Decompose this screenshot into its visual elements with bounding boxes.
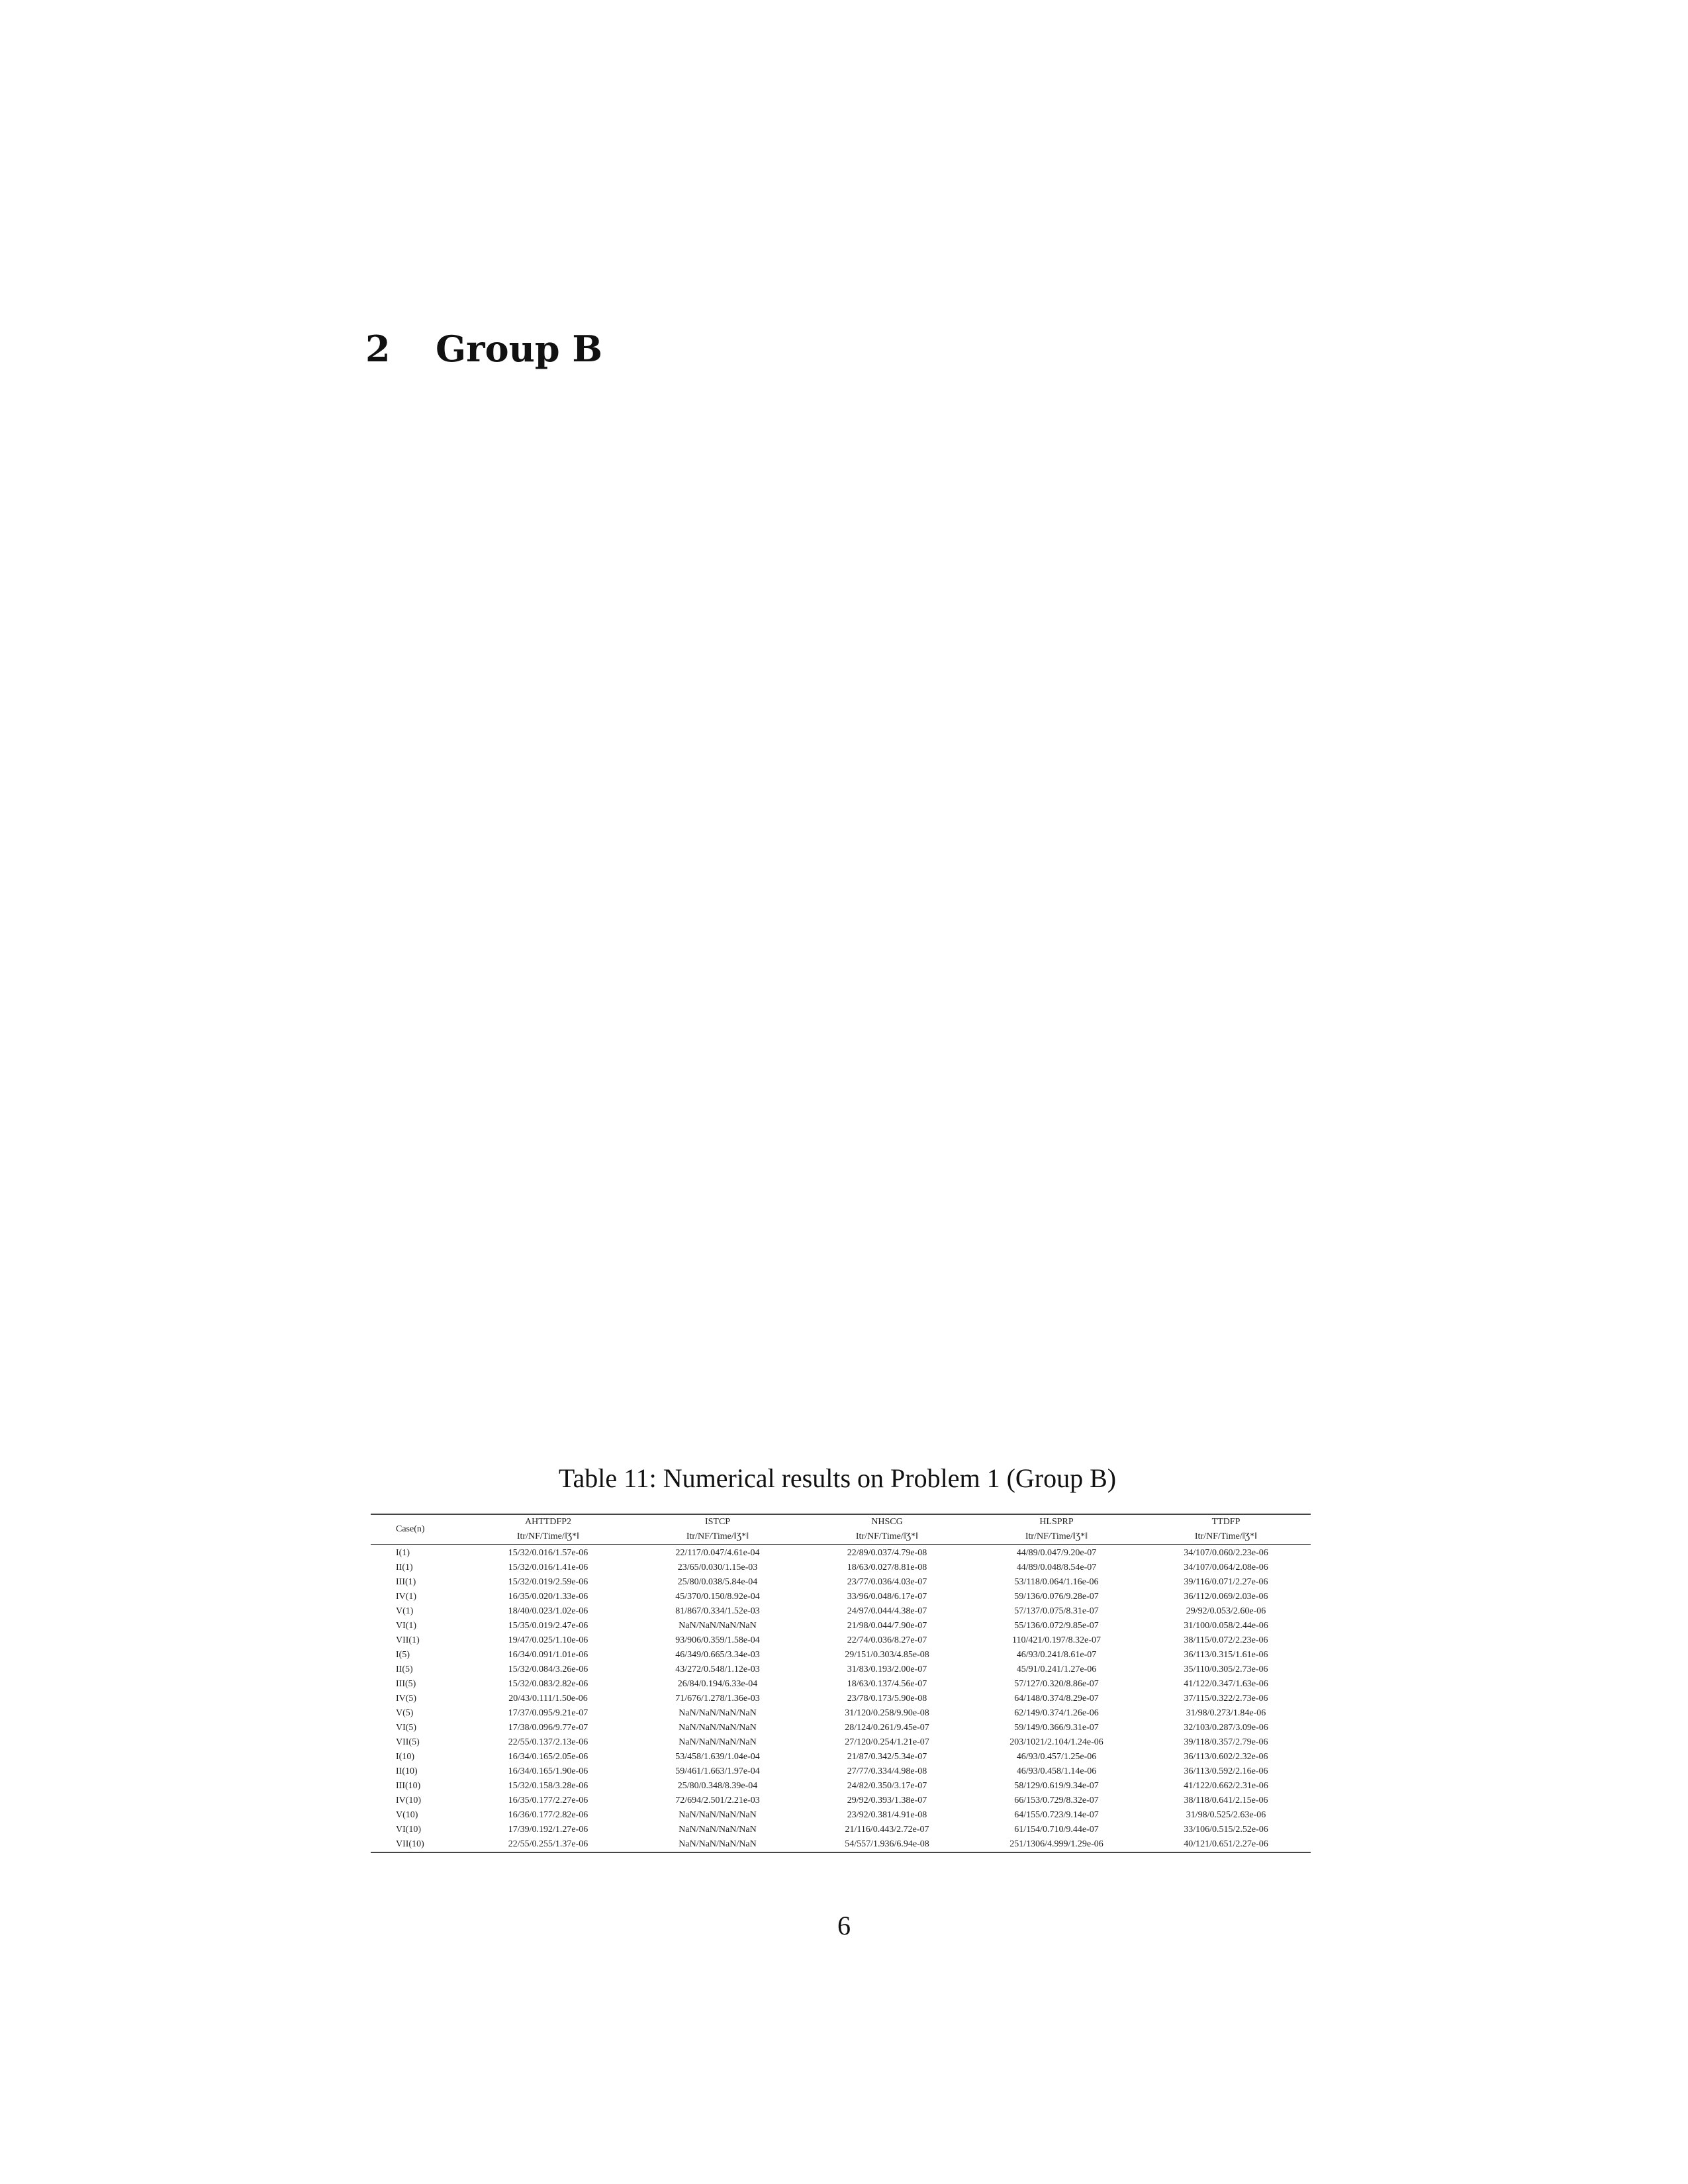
result-cell: 22/55/0.137/2.13e-06 — [508, 1737, 588, 1747]
table-row — [371, 1545, 1311, 1561]
result-cell: 22/74/0.036/8.27e-07 — [847, 1635, 927, 1645]
result-cell: NaN/NaN/NaN/NaN — [679, 1621, 757, 1631]
result-cell: 22/89/0.037/4.79e-08 — [847, 1548, 927, 1558]
result-cell: 16/35/0.177/2.27e-06 — [508, 1796, 588, 1805]
result-cell: 66/153/0.729/8.32e-07 — [1014, 1796, 1099, 1805]
table-row — [371, 1633, 1311, 1648]
result-cell: 110/421/0.197/8.32e-07 — [1011, 1635, 1102, 1645]
metric-header: Itr/NF/Time/‖Ʒ*‖ — [1141, 1529, 1311, 1545]
result-cell: 58/129/0.619/9.34e-07 — [1014, 1781, 1099, 1791]
result-cell: 29/92/0.393/1.38e-07 — [847, 1796, 927, 1805]
result-cell: 31/98/0.525/2.63e-06 — [1186, 1810, 1266, 1820]
table-row — [371, 1662, 1311, 1677]
table-row — [371, 1794, 1311, 1808]
result-cell: 29/92/0.053/2.60e-06 — [1186, 1606, 1266, 1616]
result-cell: 16/34/0.165/1.90e-06 — [508, 1766, 588, 1776]
table-row — [371, 1735, 1311, 1750]
result-cell: 36/113/0.592/2.16e-06 — [1184, 1766, 1268, 1776]
result-cell: 53/118/0.064/1.16e-06 — [1014, 1577, 1099, 1587]
table-row — [371, 1590, 1311, 1604]
result-cell: 45/370/0.150/8.92e-04 — [675, 1592, 760, 1602]
case-cell: II(5) — [396, 1664, 413, 1674]
result-cell: 23/77/0.036/4.03e-07 — [847, 1577, 927, 1587]
case-cell: V(5) — [396, 1708, 414, 1718]
method-header-nhscg: NHSCG — [802, 1514, 972, 1529]
result-cell: 16/34/0.165/2.05e-06 — [508, 1752, 588, 1762]
result-cell: 251/1306/4.999/1.29e-06 — [972, 1837, 1141, 1852]
result-cell: 36/113/0.315/1.61e-06 — [1184, 1650, 1268, 1660]
case-cell: VI(1) — [396, 1621, 417, 1631]
result-cell: NaN/NaN/NaN/NaN — [679, 1737, 757, 1747]
case-column-header: Case(n) — [371, 1514, 463, 1545]
case-cell: III(10) — [396, 1781, 421, 1791]
result-cell: 44/89/0.047/9.20e-07 — [1016, 1548, 1097, 1558]
case-cell: VII(10) — [371, 1837, 463, 1852]
table-body — [371, 1545, 1311, 1853]
result-cell: 38/118/0.641/2.15e-06 — [1184, 1796, 1268, 1805]
result-cell: 27/77/0.334/4.98e-08 — [847, 1766, 927, 1776]
result-cell: 17/37/0.095/9.21e-07 — [508, 1708, 588, 1718]
result-cell: 34/107/0.060/2.23e-06 — [1184, 1548, 1268, 1558]
result-cell: 25/80/0.038/5.84e-04 — [677, 1577, 758, 1587]
result-cell: 46/93/0.458/1.14e-06 — [1016, 1766, 1097, 1776]
result-cell: 81/867/0.334/1.52e-03 — [675, 1606, 760, 1616]
result-cell: 203/1021/2.104/1.24e-06 — [1009, 1737, 1103, 1747]
result-cell: 41/122/0.347/1.63e-06 — [1184, 1679, 1268, 1689]
result-cell: 57/127/0.320/8.86e-07 — [1014, 1679, 1099, 1689]
result-cell: 31/98/0.273/1.84e-06 — [1186, 1708, 1266, 1718]
result-cell: 23/92/0.381/4.91e-08 — [847, 1810, 927, 1820]
result-cell: 57/137/0.075/8.31e-07 — [1014, 1606, 1099, 1616]
result-cell: 16/35/0.020/1.33e-06 — [508, 1592, 588, 1602]
table-row — [371, 1764, 1311, 1779]
table-row — [371, 1561, 1311, 1575]
case-cell: I(1) — [396, 1548, 410, 1558]
table-row — [371, 1648, 1311, 1662]
result-cell: 19/47/0.025/1.10e-06 — [508, 1635, 588, 1645]
table-header — [371, 1514, 1311, 1545]
method-header-row — [371, 1514, 1311, 1529]
case-cell: V(1) — [396, 1606, 414, 1616]
result-cell: 31/83/0.193/2.00e-07 — [847, 1664, 927, 1674]
result-cell: 16/34/0.091/1.01e-06 — [508, 1650, 588, 1660]
result-cell: NaN/NaN/NaN/NaN — [679, 1825, 757, 1835]
result-cell: 36/112/0.069/2.03e-06 — [1184, 1592, 1268, 1602]
result-cell: 64/155/0.723/9.14e-07 — [1014, 1810, 1099, 1820]
metric-header-row — [371, 1529, 1311, 1545]
result-cell: 45/91/0.241/1.27e-06 — [1016, 1664, 1097, 1674]
section-title: Group B — [436, 328, 603, 370]
table-row — [371, 1779, 1311, 1794]
method-header-istcp: ISTCP — [633, 1514, 802, 1529]
result-cell: NaN/NaN/NaN/NaN — [679, 1810, 757, 1820]
result-cell: 71/676/1.278/1.36e-03 — [675, 1694, 760, 1704]
metric-header: Itr/NF/Time/‖Ʒ*‖ — [463, 1529, 633, 1545]
table-row — [371, 1619, 1311, 1633]
result-cell: 15/32/0.019/2.59e-06 — [508, 1577, 588, 1587]
result-cell: 59/461/1.663/1.97e-04 — [675, 1766, 760, 1776]
result-cell: 34/107/0.064/2.08e-06 — [1184, 1563, 1268, 1572]
table-row — [371, 1692, 1311, 1706]
table-row — [371, 1706, 1311, 1721]
case-cell: IV(10) — [396, 1796, 422, 1805]
result-cell: 72/694/2.501/2.21e-03 — [675, 1796, 760, 1805]
method-header-hlsprp: HLSPRP — [972, 1514, 1141, 1529]
case-cell: VII(5) — [396, 1737, 420, 1747]
results-table-container — [371, 1514, 1311, 1853]
result-cell: 64/148/0.374/8.29e-07 — [1014, 1694, 1099, 1704]
result-cell: 59/149/0.366/9.31e-07 — [1014, 1723, 1099, 1733]
result-cell: 27/120/0.254/1.21e-07 — [845, 1737, 929, 1747]
table-row — [371, 1750, 1311, 1764]
case-cell: I(10) — [396, 1752, 414, 1762]
result-cell: 29/151/0.303/4.85e-08 — [845, 1650, 929, 1660]
case-cell: VI(5) — [396, 1723, 417, 1733]
result-cell: 54/557/1.936/6.94e-08 — [802, 1837, 972, 1852]
table-row — [371, 1604, 1311, 1619]
result-cell: 32/103/0.287/3.09e-06 — [1184, 1723, 1268, 1733]
result-cell: 31/120/0.258/9.90e-08 — [845, 1708, 929, 1718]
metric-header: Itr/NF/Time/‖Ʒ*‖ — [972, 1529, 1141, 1545]
result-cell: 44/89/0.048/8.54e-07 — [1016, 1563, 1097, 1572]
result-cell: 15/32/0.083/2.82e-06 — [508, 1679, 588, 1689]
case-cell: III(1) — [396, 1577, 416, 1587]
result-cell: 62/149/0.374/1.26e-06 — [1014, 1708, 1099, 1718]
case-cell: I(5) — [396, 1650, 410, 1660]
result-cell: 46/93/0.241/8.61e-07 — [1016, 1650, 1097, 1660]
case-cell: V(10) — [396, 1810, 418, 1820]
result-cell: 46/349/0.665/3.34e-03 — [675, 1650, 760, 1660]
result-cell: 22/55/0.255/1.37e-06 — [463, 1837, 633, 1852]
result-cell: 17/38/0.096/9.77e-07 — [508, 1723, 588, 1733]
result-cell: 18/40/0.023/1.02e-06 — [508, 1606, 588, 1616]
result-cell: 16/36/0.177/2.82e-06 — [508, 1810, 588, 1820]
result-cell: 41/122/0.662/2.31e-06 — [1184, 1781, 1268, 1791]
section-heading — [365, 328, 603, 370]
result-cell: 38/115/0.072/2.23e-06 — [1184, 1635, 1268, 1645]
table-row — [371, 1721, 1311, 1735]
metric-header: Itr/NF/Time/‖Ʒ*‖ — [802, 1529, 972, 1545]
method-header-ahttdfp2: AHTTDFP2 — [463, 1514, 633, 1529]
result-cell: 31/100/0.058/2.44e-06 — [1184, 1621, 1268, 1631]
result-cell: 21/87/0.342/5.34e-07 — [847, 1752, 927, 1762]
table-caption: Table 11: Numerical results on Problem 1 (Group B) — [558, 1463, 1117, 1493]
case-cell: IV(1) — [396, 1592, 417, 1602]
case-cell: IV(5) — [396, 1694, 417, 1704]
page-number: 6 — [837, 1911, 851, 1940]
table-row — [371, 1575, 1311, 1590]
result-cell: 20/43/0.111/1.50e-06 — [508, 1694, 588, 1704]
case-cell: II(1) — [396, 1563, 413, 1572]
result-cell: 46/93/0.457/1.25e-06 — [1016, 1752, 1097, 1762]
case-cell: III(5) — [396, 1679, 416, 1689]
section-number: 2 — [365, 328, 391, 370]
result-cell: NaN/NaN/NaN/NaN — [633, 1837, 802, 1852]
result-cell: NaN/NaN/NaN/NaN — [679, 1723, 757, 1733]
result-cell: 36/113/0.602/2.32e-06 — [1184, 1752, 1268, 1762]
result-cell: 55/136/0.072/9.85e-07 — [1014, 1621, 1099, 1631]
result-cell: 93/906/0.359/1.58e-04 — [675, 1635, 760, 1645]
result-cell: 15/32/0.016/1.41e-06 — [508, 1563, 588, 1572]
result-cell: NaN/NaN/NaN/NaN — [679, 1708, 757, 1718]
result-cell: 25/80/0.348/8.39e-04 — [677, 1781, 758, 1791]
result-cell: 28/124/0.261/9.45e-07 — [845, 1723, 929, 1733]
result-cell: 22/117/0.047/4.61e-04 — [675, 1548, 760, 1558]
result-cell: 15/32/0.084/3.26e-06 — [508, 1664, 588, 1674]
result-cell: 26/84/0.194/6.33e-04 — [677, 1679, 758, 1689]
table-row — [371, 1677, 1311, 1692]
result-cell: 15/32/0.158/3.28e-06 — [508, 1781, 588, 1791]
result-cell: 24/82/0.350/3.17e-07 — [847, 1781, 927, 1791]
results-table — [371, 1514, 1311, 1853]
result-cell: 39/118/0.357/2.79e-06 — [1184, 1737, 1268, 1747]
table-row — [371, 1808, 1311, 1823]
case-cell: VII(1) — [396, 1635, 420, 1645]
result-cell: 33/106/0.515/2.52e-06 — [1184, 1825, 1268, 1835]
metric-header: Itr/NF/Time/‖Ʒ*‖ — [633, 1529, 802, 1545]
result-cell: 39/116/0.071/2.27e-06 — [1184, 1577, 1268, 1587]
result-cell: 23/65/0.030/1.15e-03 — [677, 1563, 758, 1572]
result-cell: 21/116/0.443/2.72e-07 — [845, 1825, 929, 1835]
result-cell: 18/63/0.027/8.81e-08 — [847, 1563, 927, 1572]
case-cell: II(10) — [396, 1766, 418, 1776]
result-cell: 15/32/0.016/1.57e-06 — [508, 1548, 588, 1558]
result-cell: 53/458/1.639/1.04e-04 — [675, 1752, 760, 1762]
result-cell: 23/78/0.173/5.90e-08 — [847, 1694, 927, 1704]
table-row — [371, 1837, 1311, 1852]
result-cell: 59/136/0.076/9.28e-07 — [1014, 1592, 1099, 1602]
result-cell: 37/115/0.322/2.73e-06 — [1184, 1694, 1268, 1704]
result-cell: 35/110/0.305/2.73e-06 — [1184, 1664, 1268, 1674]
case-cell: VI(10) — [396, 1825, 422, 1835]
method-header-ttdfp: TTDFP — [1141, 1514, 1311, 1529]
result-cell: 21/98/0.044/7.90e-07 — [847, 1621, 927, 1631]
table-row — [371, 1823, 1311, 1837]
result-cell: 33/96/0.048/6.17e-07 — [847, 1592, 927, 1602]
result-cell: 40/121/0.651/2.27e-06 — [1141, 1837, 1311, 1852]
result-cell: 24/97/0.044/4.38e-07 — [847, 1606, 927, 1616]
result-cell: 43/272/0.548/1.12e-03 — [675, 1664, 760, 1674]
result-cell: 17/39/0.192/1.27e-06 — [508, 1825, 588, 1835]
result-cell: 18/63/0.137/4.56e-07 — [847, 1679, 927, 1689]
result-cell: 15/35/0.019/2.47e-06 — [508, 1621, 588, 1631]
result-cell: 61/154/0.710/9.44e-07 — [1014, 1825, 1099, 1835]
